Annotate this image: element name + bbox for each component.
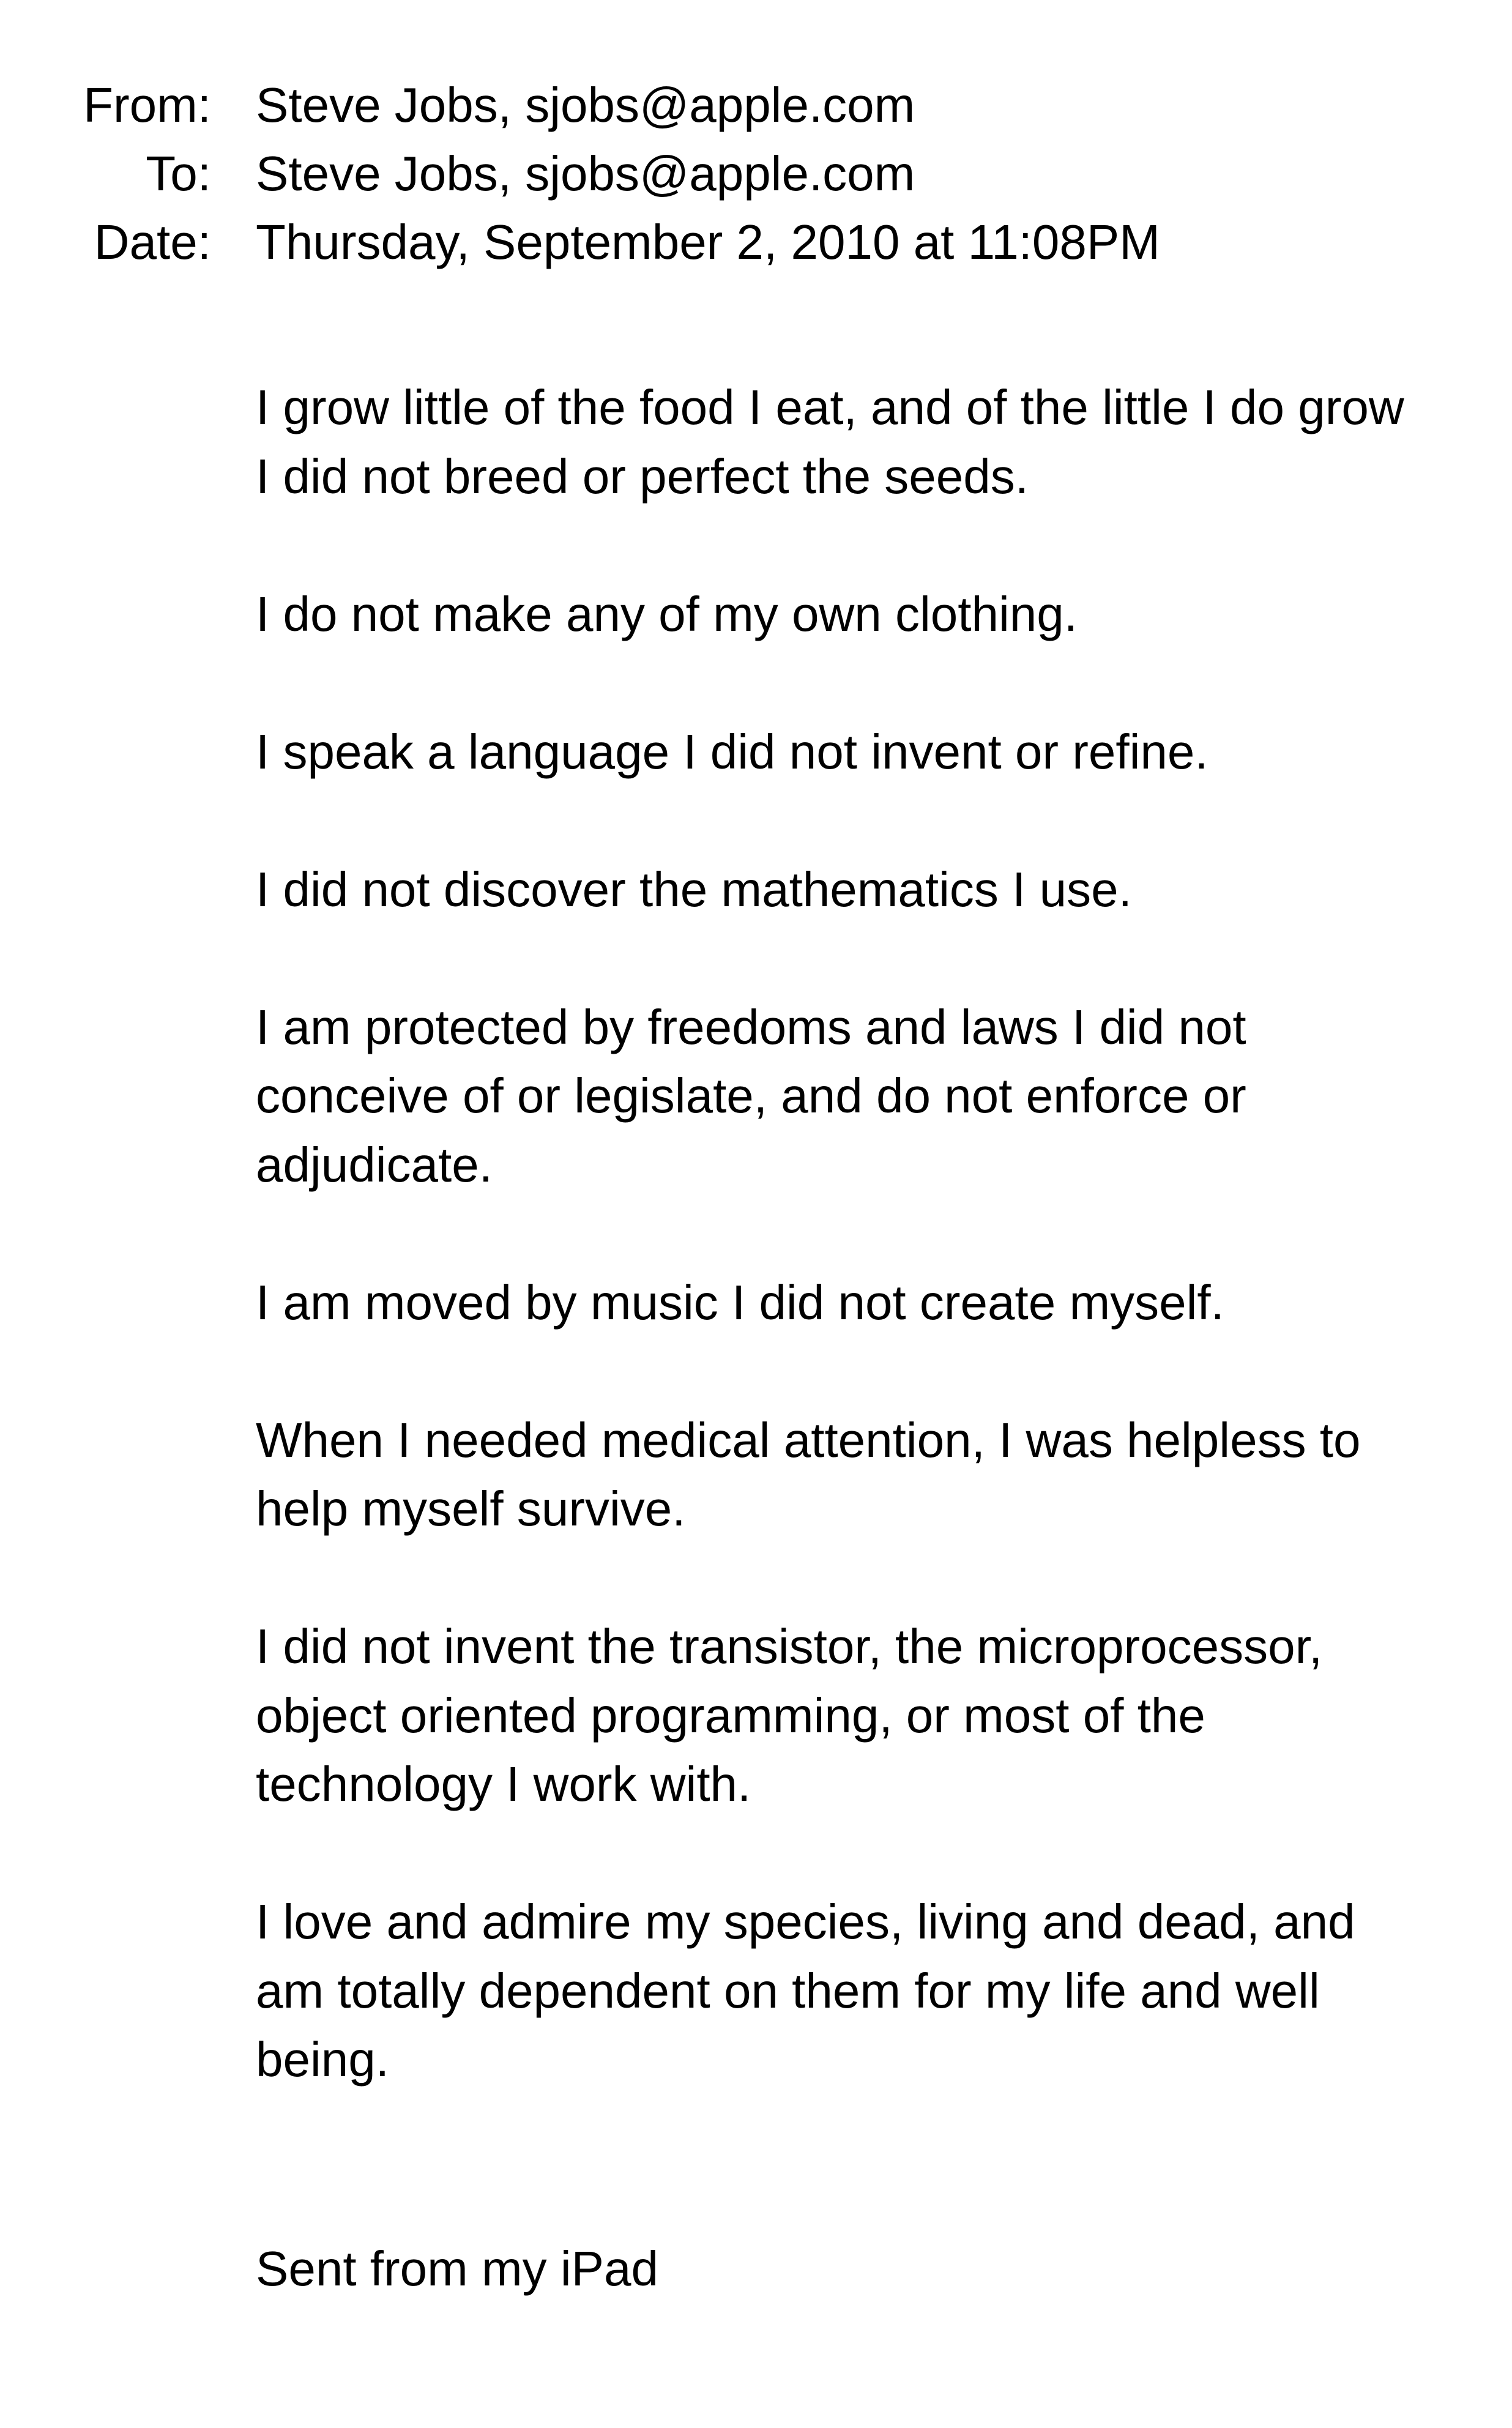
body-line: I speak a language I did not invent or refine. xyxy=(256,724,1208,779)
body-line: I am protected by freedoms and laws I did not xyxy=(256,999,1246,1054)
body-line: adjudicate. xyxy=(256,1137,493,1192)
date-label: Date: xyxy=(94,215,211,269)
to-label: To: xyxy=(146,146,211,201)
body-line: being. xyxy=(256,2032,389,2087)
from-value: Steve Jobs, sjobs@apple.com xyxy=(256,78,915,132)
body-paragraph xyxy=(256,1612,1498,1819)
date-row xyxy=(0,208,1512,277)
to-value: Steve Jobs, sjobs@apple.com xyxy=(256,146,915,201)
body-line: am totally dependent on them for my life and well xyxy=(256,1963,1320,2018)
body-paragraph xyxy=(256,1888,1498,2095)
body-line: When I needed medical attention, I was helpless to xyxy=(256,1412,1361,1467)
body-line: I do not make any of my own clothing. xyxy=(256,586,1078,641)
from-row xyxy=(0,71,1512,140)
body-paragraph xyxy=(256,1406,1498,1544)
body-line: conceive of or legislate, and do not enforce or xyxy=(256,1068,1246,1123)
to-row xyxy=(0,140,1512,208)
body-line: I did not discover the mathematics I use. xyxy=(256,862,1132,917)
date-value: Thursday, September 2, 2010 at 11:08PM xyxy=(256,215,1160,269)
body-line: object oriented programming, or most of the xyxy=(256,1688,1205,1743)
email-body xyxy=(256,373,1498,2163)
body-paragraph xyxy=(256,373,1498,511)
body-line: technology I work with. xyxy=(256,1757,751,1811)
body-line: I did not invent the transistor, the microprocessor, xyxy=(256,1619,1323,1674)
body-paragraph xyxy=(256,580,1498,649)
body-paragraph xyxy=(256,1268,1498,1338)
body-paragraph xyxy=(256,718,1498,787)
from-label: From: xyxy=(83,78,211,132)
body-line: I did not breed or perfect the seeds. xyxy=(256,449,1029,504)
body-paragraph xyxy=(256,993,1498,1200)
email-signature: Sent from my iPad xyxy=(256,2241,659,2296)
body-line: help myself survive. xyxy=(256,1481,686,1536)
body-line: I love and admire my species, living and dead, and xyxy=(256,1894,1355,1949)
body-paragraph xyxy=(256,855,1498,925)
body-line: I grow little of the food I eat, and of the little I do grow xyxy=(256,380,1404,434)
body-line: I am moved by music I did not create myself. xyxy=(256,1275,1224,1330)
